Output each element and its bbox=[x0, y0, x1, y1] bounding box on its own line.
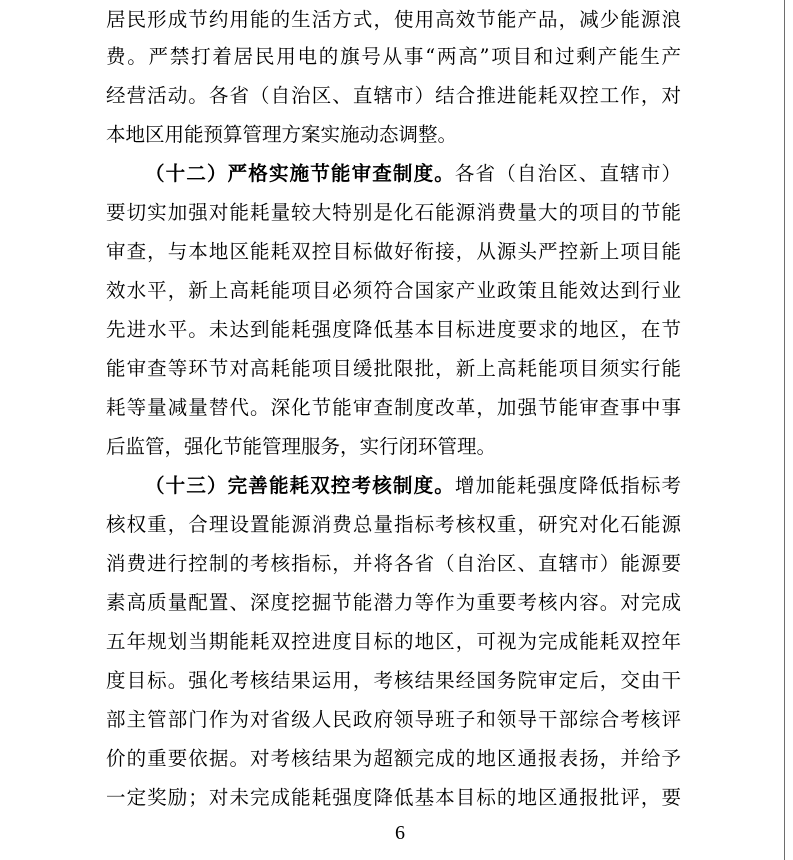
section-13-first-line bbox=[145, 466, 681, 506]
paragraph-line: 度目标。强化考核结果运用，考核结果经国务院审定后，交由干 bbox=[106, 669, 681, 692]
paragraph-line: 价的重要依据。对考核结果为超额完成的地区通报表扬，并给予 bbox=[106, 747, 681, 770]
section-13-first-line-text: 增加能耗强度降低指标考 bbox=[454, 474, 681, 497]
paragraph-line: 审查，与本地区能耗双控目标做好衔接，从源头严控新上项目能 bbox=[106, 240, 681, 263]
paragraph-line: 素高质量配置、深度挖掘节能潜力等作为重要考核内容。对完成 bbox=[106, 591, 681, 614]
paragraph-line: 要切实加强对能耗量较大特别是化石能源消费量大的项目的节能 bbox=[106, 201, 681, 224]
paragraph-line: 一定奖励；对未完成能耗强度降低基本目标的地区通报批评，要 bbox=[106, 786, 681, 809]
section-13-heading: （十三）完善能耗双控考核制度。 bbox=[145, 474, 455, 497]
paragraph-line: 居民形成节约用能的生活方式，使用高效节能产品，减少能源浪 bbox=[106, 8, 681, 31]
section-12-heading: （十二）严格实施节能审查制度。 bbox=[145, 162, 455, 185]
paragraph-line: 部主管部门作为对省级人民政府领导班子和领导干部综合考核评 bbox=[106, 708, 681, 731]
page-edge-divider bbox=[784, 0, 785, 860]
paragraph-line: 后监管，强化节能管理服务，实行闭环管理。 bbox=[106, 435, 497, 458]
paragraph-line: 消费进行控制的考核指标，并将各省（自治区、直辖市）能源要 bbox=[106, 552, 681, 575]
paragraph-line: 费。严禁打着居民用电的旗号从事“两高”项目和过剩产能生产 bbox=[106, 45, 681, 68]
paragraph-line: 先进水平。未达到能耗强度降低基本目标进度要求的地区，在节 bbox=[106, 318, 681, 341]
paragraph-line: 效水平，新上高耗能项目必须符合国家产业政策且能效达到行业 bbox=[106, 279, 681, 302]
section-12-first-line-text: 各省（自治区、直辖市） bbox=[454, 162, 681, 185]
paragraph-line: 能审查等环节对高耗能项目缓批限批，新上高耗能项目须实行能 bbox=[106, 357, 681, 380]
paragraph-line: 五年规划当期能耗双控进度目标的地区，可视为完成能耗双控年 bbox=[106, 630, 681, 653]
section-12-first-line bbox=[145, 154, 681, 194]
paragraph-line: 经营活动。各省（自治区、直辖市）结合推进能耗双控工作，对 bbox=[106, 84, 681, 107]
paragraph-line: 本地区用能预算管理方案实施动态调整。 bbox=[106, 123, 458, 146]
paragraph-line: 耗等量减量替代。深化节能审查制度改革，加强节能审查事中事 bbox=[106, 396, 681, 419]
paragraph-line: 核权重，合理设置能源消费总量指标考核权重，研究对化石能源 bbox=[106, 513, 681, 536]
page-number: 6 bbox=[395, 822, 405, 844]
